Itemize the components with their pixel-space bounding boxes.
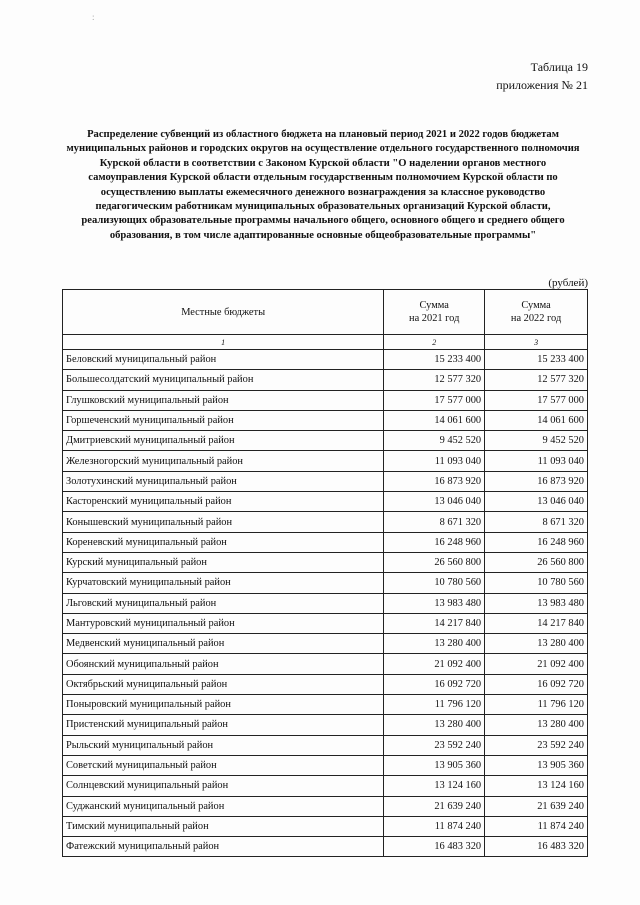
sum-2022-cell: 14 061 600 [485, 410, 588, 430]
table-row [63, 573, 588, 593]
sum-2021-cell: 13 124 160 [384, 776, 485, 796]
sum-2021-cell: 11 093 040 [384, 451, 485, 471]
budget-name-cell: Конышевский муниципальный район [63, 512, 384, 532]
sum-2021-cell: 16 873 920 [384, 471, 485, 491]
sum-2021-cell: 16 092 720 [384, 674, 485, 694]
sum-2022-cell: 10 780 560 [485, 573, 588, 593]
header-sum-2021-line2: на 2021 год [409, 313, 460, 324]
table-row [63, 695, 588, 715]
table-row [63, 837, 588, 857]
table-row [63, 593, 588, 613]
table-row [63, 410, 588, 430]
subsidy-table [62, 289, 588, 857]
sum-2022-cell: 9 452 520 [485, 431, 588, 451]
sum-2022-cell: 17 577 000 [485, 390, 588, 410]
scan-mark: : [92, 12, 95, 22]
table-row [63, 674, 588, 694]
sum-2021-cell: 12 577 320 [384, 370, 485, 390]
sum-2021-cell: 14 217 840 [384, 613, 485, 633]
table-row [63, 613, 588, 633]
column-number: 2 [384, 335, 485, 350]
budget-name-cell: Дмитриевский муниципальный район [63, 431, 384, 451]
sum-2021-cell: 9 452 520 [384, 431, 485, 451]
table-row [63, 755, 588, 775]
table-row [63, 816, 588, 836]
units-label: (рублей) [548, 277, 588, 289]
header-sum-2022 [485, 290, 588, 335]
sum-2021-cell: 13 905 360 [384, 755, 485, 775]
table-row [63, 735, 588, 755]
sum-2021-cell: 14 061 600 [384, 410, 485, 430]
table-row [63, 390, 588, 410]
sum-2021-cell: 16 248 960 [384, 532, 485, 552]
header-row [63, 290, 588, 335]
budget-name-cell: Касторенский муниципальный район [63, 492, 384, 512]
sum-2021-cell: 13 280 400 [384, 715, 485, 735]
header-sum-2021-line1: Сумма [419, 300, 449, 311]
sum-2022-cell: 12 577 320 [485, 370, 588, 390]
sum-2022-cell: 11 093 040 [485, 451, 588, 471]
sum-2022-cell: 11 874 240 [485, 816, 588, 836]
budget-name-cell: Большесолдатский муниципальный район [63, 370, 384, 390]
sum-2021-cell: 16 483 320 [384, 837, 485, 857]
sum-2022-cell: 21 639 240 [485, 796, 588, 816]
sum-2021-cell: 13 280 400 [384, 634, 485, 654]
sum-2021-cell: 10 780 560 [384, 573, 485, 593]
table-row [63, 451, 588, 471]
sum-2021-cell: 11 874 240 [384, 816, 485, 836]
appendix-label: приложения № 21 [496, 78, 588, 92]
sum-2021-cell: 8 671 320 [384, 512, 485, 532]
column-number: 3 [485, 335, 588, 350]
budget-name-cell: Пристенский муниципальный район [63, 715, 384, 735]
header-sum-2022-line2: на 2022 год [510, 313, 562, 324]
budget-name-cell: Октябрьский муниципальный район [63, 674, 384, 694]
sum-2022-cell: 26 560 800 [485, 552, 588, 572]
table-label: Таблица 19 [530, 60, 588, 74]
header-budgets: Местные бюджеты [63, 290, 384, 335]
sum-2022-cell: 23 592 240 [485, 735, 588, 755]
sum-2022-cell: 14 217 840 [485, 613, 588, 633]
sum-2021-cell: 11 796 120 [384, 695, 485, 715]
sum-2022-cell: 13 983 480 [485, 593, 588, 613]
budget-name-cell: Рыльский муниципальный район [63, 735, 384, 755]
table-row [63, 370, 588, 390]
budget-name-cell: Беловский муниципальный район [63, 350, 384, 370]
table-row [63, 532, 588, 552]
budget-name-cell: Льговский муниципальный район [63, 593, 384, 613]
budget-name-cell: Фатежский муниципальный район [63, 837, 384, 857]
sum-2021-cell: 21 092 400 [384, 654, 485, 674]
table-row [63, 350, 588, 370]
sum-2021-cell: 23 592 240 [384, 735, 485, 755]
column-number: 1 [63, 335, 384, 350]
sum-2022-cell: 16 873 920 [485, 471, 588, 491]
sum-2022-cell: 15 233 400 [485, 350, 588, 370]
budget-name-cell: Железногорский муниципальный район [63, 451, 384, 471]
sum-2021-cell: 15 233 400 [384, 350, 485, 370]
table-row [63, 431, 588, 451]
budget-name-cell: Суджанский муниципальный район [63, 796, 384, 816]
table-row [63, 492, 588, 512]
sum-2022-cell: 16 092 720 [485, 674, 588, 694]
budget-name-cell: Мантуровский муниципальный район [63, 613, 384, 633]
table-row [63, 715, 588, 735]
sum-2022-cell: 13 124 160 [485, 776, 588, 796]
budget-name-cell: Медвенский муниципальный район [63, 634, 384, 654]
sum-2022-cell: 13 905 360 [485, 755, 588, 775]
table-row [63, 512, 588, 532]
budget-name-cell: Обоянский муниципальный район [63, 654, 384, 674]
header-sum-2022-line1: Сумма [521, 300, 551, 311]
sum-2021-cell: 21 639 240 [384, 796, 485, 816]
column-number-row [63, 335, 588, 350]
sum-2022-cell: 13 046 040 [485, 492, 588, 512]
table-row [63, 776, 588, 796]
budget-name-cell: Кореневский муниципальный район [63, 532, 384, 552]
budget-name-cell: Советский муниципальный район [63, 755, 384, 775]
budget-name-cell: Тимский муниципальный район [63, 816, 384, 836]
sum-2022-cell: 16 483 320 [485, 837, 588, 857]
budget-name-cell: Поныровский муниципальный район [63, 695, 384, 715]
sum-2022-cell: 13 280 400 [485, 715, 588, 735]
budget-name-cell: Горшеченский муниципальный район [63, 410, 384, 430]
sum-2022-cell: 21 092 400 [485, 654, 588, 674]
table-row [63, 552, 588, 572]
budget-name-cell: Глушковский муниципальный район [63, 390, 384, 410]
sum-2021-cell: 13 046 040 [384, 492, 485, 512]
sum-2021-cell: 13 983 480 [384, 593, 485, 613]
budget-name-cell: Курский муниципальный район [63, 552, 384, 572]
sum-2021-cell: 17 577 000 [384, 390, 485, 410]
sum-2022-cell: 11 796 120 [485, 695, 588, 715]
table-row [63, 471, 588, 491]
sum-2022-cell: 8 671 320 [485, 512, 588, 532]
table-row [63, 634, 588, 654]
sum-2021-cell: 26 560 800 [384, 552, 485, 572]
sum-2022-cell: 13 280 400 [485, 634, 588, 654]
table-row [63, 654, 588, 674]
budget-name-cell: Золотухинский муниципальный район [63, 471, 384, 491]
sum-2022-cell: 16 248 960 [485, 532, 588, 552]
header-sum-2021 [384, 290, 485, 335]
document-title: Распределение субвенций из областного бюджета на плановый период 2021 и 2022 годов бюджетам муниципальных районов и городских округов на осуществление отдельного государственного полномочия Курской области в соответствии с Законом Курской области "О наделении органов местного самоуправления Курской области отдельным государственным полномочием Курской области по осуществлению выплаты ежемесячного денежного вознаграждения за классное руководство педагогическим работникам муниципальных образовательных организаций Курской области, реализующих образовательные программы начального общего, основного общего и среднего общего образования, в том числе адаптированные основные общеобразовательные программы" [66, 129, 580, 241]
table-row [63, 796, 588, 816]
document-header [496, 58, 588, 94]
budget-name-cell: Солнцевский муниципальный район [63, 776, 384, 796]
budget-name-cell: Курчатовский муниципальный район [63, 573, 384, 593]
table-body [63, 350, 588, 857]
